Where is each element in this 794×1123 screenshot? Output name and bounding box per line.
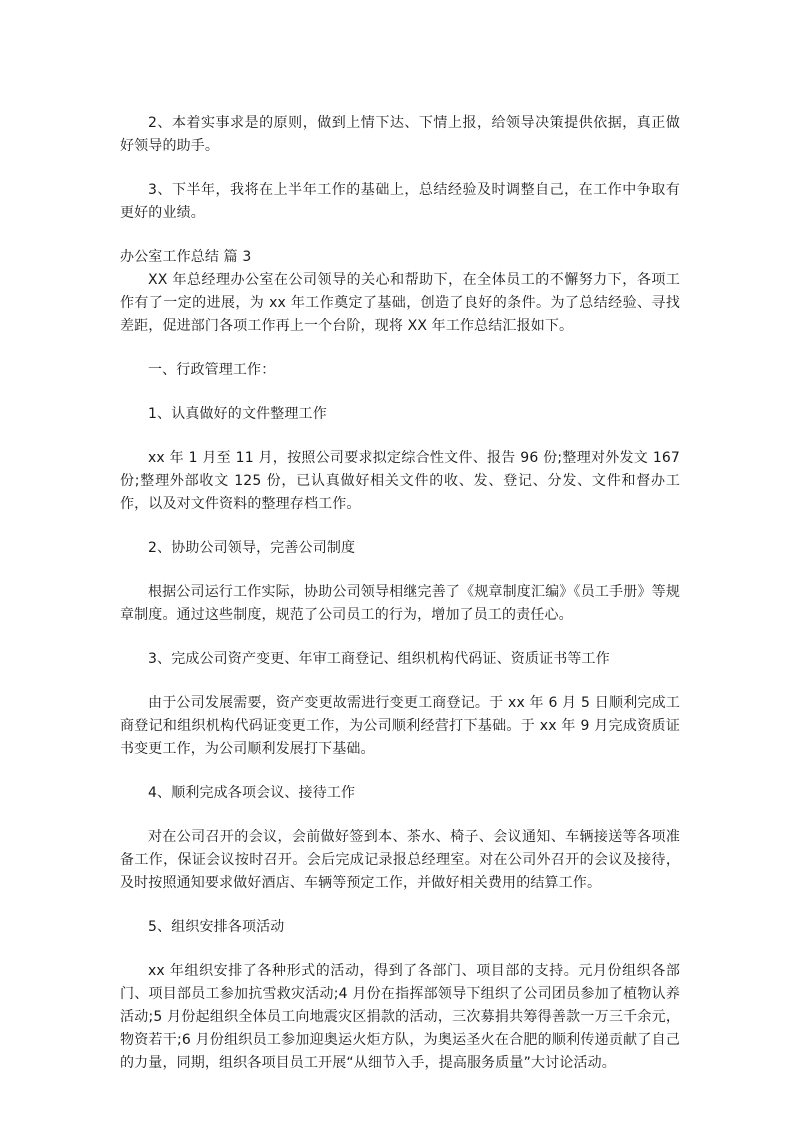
paragraph-4: 对在公司召开的会议，会前做好签到本、茶水、椅子、会议通知、车辆接送等各项准备工作，保证会议按时召开。会后完成记录报总经理室。对在公司外召开的会议及接待，及时按照通知要求做好酒店、车辆等预定工作，并做好相关费用的结算工作。: [120, 829, 680, 891]
subheading-3: 3、完成公司资产变更、年审工商登记、组织机构代码证、资质证书等工作: [148, 651, 610, 667]
document-page: [120, 112, 680, 1075]
subheading-1: 1、认真做好的文件整理工作: [148, 406, 327, 422]
paragraph-overview: XX 年总经理办公室在公司领导的关心和帮助下，在全体员工的不懈努力下，各项工作有了一定的进展，为 xx 年工作奠定了基础，创造了良好的条件。为了总结经验、寻找差距，促进部门各项工作再上一个台阶，现将 XX 年工作总结汇报如下。: [120, 272, 680, 334]
subheading-2: 2、协助公司领导，完善公司制度: [148, 540, 356, 556]
paragraph-5: xx 年组织安排了各种形式的活动，得到了各部门、项目部的支持。元月份组织各部门、项目部员工参加抗雪救灾活动;4 月份在指挥部领导下组织了公司团员参加了植物认养活动;5 月份起组织全体员工向地震灾区捐款的活动，三次募捐共筹得善款一万三千余元，物资若干;6 月份组织员工参加迎奥运火炬方队，为奥运圣火在合肥的顺利传递贡献了自己的力量，同期，组织各项目员工开展“从细节入手，提高服务质量”大讨论活动。: [120, 963, 680, 1071]
paragraph-3: 由于公司发展需要，资产变更故需进行变更工商登记。于 xx 年 6 月 5 日顺利完成工商登记和组织机构代码证变更工作，为公司顺利经营打下基础。于 xx 年 9 月完成资质证书变更工作，为公司顺利发展打下基础。: [120, 695, 680, 757]
subheading-admin: 一、行政管理工作：: [148, 362, 276, 378]
paragraph-intro-2: 2、本着实事求是的原则，做到上情下达、下情上报，给领导决策提供依据，真正做好领导的助手。: [120, 115, 680, 154]
paragraph-2: 根据公司运行工作实际，协助公司领导相继完善了《规章制度汇编》《员工手册》等规章制度。通过这些制度，规范了公司员工的行为，增加了员工的责任心。: [120, 584, 680, 623]
paragraph-intro-3: 3、下半年，我将在上半年工作的基础上，总结经验及时调整自己，在工作中争取有更好的业绩。: [120, 182, 680, 221]
section-title: 办公室工作总结 篇 3: [120, 249, 252, 265]
subheading-5: 5、组织安排各项活动: [148, 919, 285, 935]
subheading-4: 4、顺利完成各项会议、接待工作: [148, 785, 356, 801]
paragraph-1: xx 年 1 月至 11 月，按照公司要求拟定综合性文件、报告 96 份;整理对外发文 167 份;整理外部收文 125 份，已认真做好相关文件的收、发、登记、分发、文件和督办工作，以及对文件资料的整理存档工作。: [120, 450, 680, 512]
